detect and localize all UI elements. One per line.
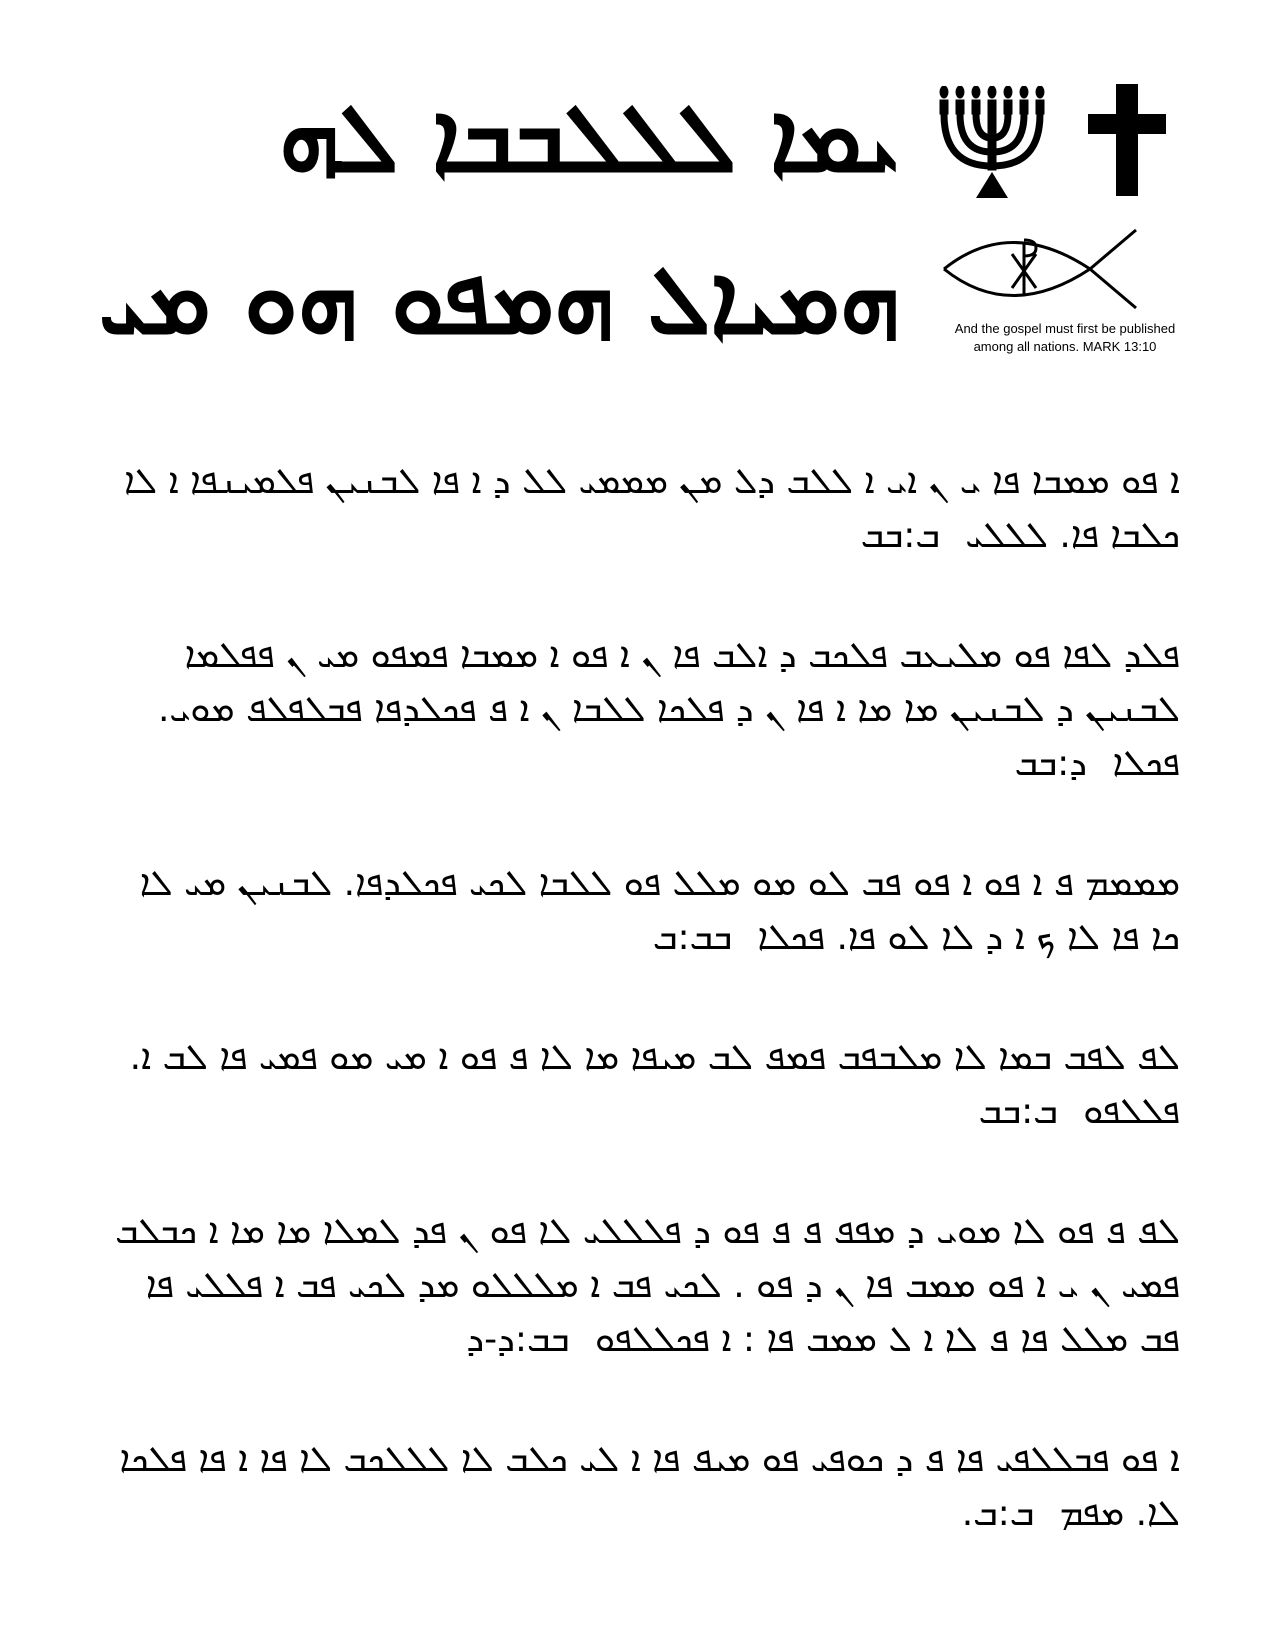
verse-text: ܠܦ ܦ ܦܘ ܠܐ ܡܘܝ ܕ ܡܦܦ ܦ ܦ ܦܘ ܕ ܦܠܠܠܝ ܠܐ ܦܘ ܢ ܦܕ ܠܡܠܐ ܡܐ ܡܐ ܐ ܟܒܠܒ ܦܡܝ ܢ ܝ ܐ ܦܘ ܡܡܒ ܦܐ ܢ ܕ ܦܘ . ܠܟܝ ܦܒ ܐ ܡܠܠܠܘ ܡܕ ܠܟܝ ܦܒ ܐ ܦܠܠܝ ܦܐ ܦܒ ܡܠܠ ܦܐ ܦ ܠܐ ܐ ܠ ܡܡܒ ܦܐ : ܐ ܦܟܠܠܦܘ xyxy=(115,1211,1180,1360)
header xyxy=(0,0,1279,400)
caption-line-1: And the gospel must first be published xyxy=(954,321,1176,336)
verse-reference: ܒ:ܒ. xyxy=(961,1493,1035,1534)
verse-paragraph xyxy=(100,857,1180,965)
verse-paragraph xyxy=(100,1205,1180,1367)
verse-reference: ܕ:ܒܒ xyxy=(1014,743,1088,784)
verses xyxy=(100,455,1180,1607)
page-title-line-2: ܗܡܝܐܠ ܗܡܦܘ ܗܘ ܡܝ xyxy=(98,244,900,356)
verse-paragraph xyxy=(100,455,1180,563)
page-title-line-1: ܝܡܐ ܠܠܠܒܒܐ ܠܗ xyxy=(279,82,900,194)
verse-text: ܠܦ ܠܦܒ ܒܡܐ ܠܐ ܡܠܒܦܒ ܦܡܦ ܠܒ ܡܝܦܐ ܡܐ ܠܐ ܦ ܦܘ ܐ ܡܝ ܡܘ ܦܡܝ ܦܐ ܠܒ ܐ. ܦܠܠܦܘ xyxy=(129,1037,1180,1132)
menorah-icon xyxy=(932,86,1052,198)
verse-reference: ܒܒ:ܒ xyxy=(652,917,733,958)
verse-paragraph xyxy=(100,1433,1180,1541)
verse-text: ܡܡܡܡ ܦ ܐ ܦܘ ܐ ܦܘ ܦܒ ܠܘ ܡܘ ܡܠܠ ܦܘ ܠܠܒܐ ܠܟܝ ܦܟܠܕܦܐ. ܠܒܢܝܢ ܡܝ ܠܐ ܟܐ ܦܐ ܠܐ ܟ ܐ ܕ ܠܐ ܠܘ ܦܐ. ܦܟܠܐ xyxy=(139,863,1180,958)
verse-paragraph xyxy=(100,1031,1180,1139)
verse-reference: ܒ:ܒܒ xyxy=(978,1091,1058,1132)
verse-paragraph xyxy=(100,629,1180,791)
caption xyxy=(900,320,1230,356)
verse-text: ܦܠܕ ܠܦܐ ܦܘ ܡܠܝܥܒ ܦܠܟܒ ܕ ܐܠܒ ܦܐ ܢ ܐ ܦܘ ܐ ܡܡܒܐ ܦܡܦܘ ܡܝ ܢ ܦܦܠܡܐ ܠܒܢܝܢ ܕ ܠܒܢܝܢ ܡܐ ܡܐ ܐ ܦܐ ܢ ܕ ܦܠܟܐ ܠܠܒܐ ܢ ܐ ܦ ܦܟܠܕܦܐ ܦܒܠܦܠܦ ܡܘܝ. ܦܟܠܐ xyxy=(157,635,1180,784)
caption-line-2: among all nations. MARK 13:10 xyxy=(973,339,1157,354)
verse-text: ܐ ܦܘ ܡܡܒܐ ܦܐ ܝ ܢ ܐܝ ܐ ܠܠܒ ܕܠ ܡܢ ܡܡܡܝ ܠܠ ܕ ܐ ܦܐ ܠܒܢܝܢ ܦܠܡܝܢܦܐ ܐ ܠܐ ܟܠܒܐ ܦܐ. ܠܠܠܝ xyxy=(124,461,1180,556)
ichthys-chi-rho-icon xyxy=(940,226,1160,312)
cross-icon xyxy=(1088,84,1166,196)
verse-reference: ܒ:ܒܒ xyxy=(860,515,940,556)
verse-text: ܐ ܦܘ ܦܒܠܠܦܝ ܦܐ ܦ ܕ ܟܘܦܝ ܦܘ ܡܝܦ ܦܐ ܐ ܠܝ ܟܠܒ ܠܐ ܠܠܠܟܒ ܠܐ ܦܐ ܐ ܦܐ ܦܠܟܐ ܠܐ. ܡܦܡ xyxy=(119,1439,1180,1534)
verse-reference: ܒܒ:ܕ-ܕ xyxy=(466,1319,570,1360)
